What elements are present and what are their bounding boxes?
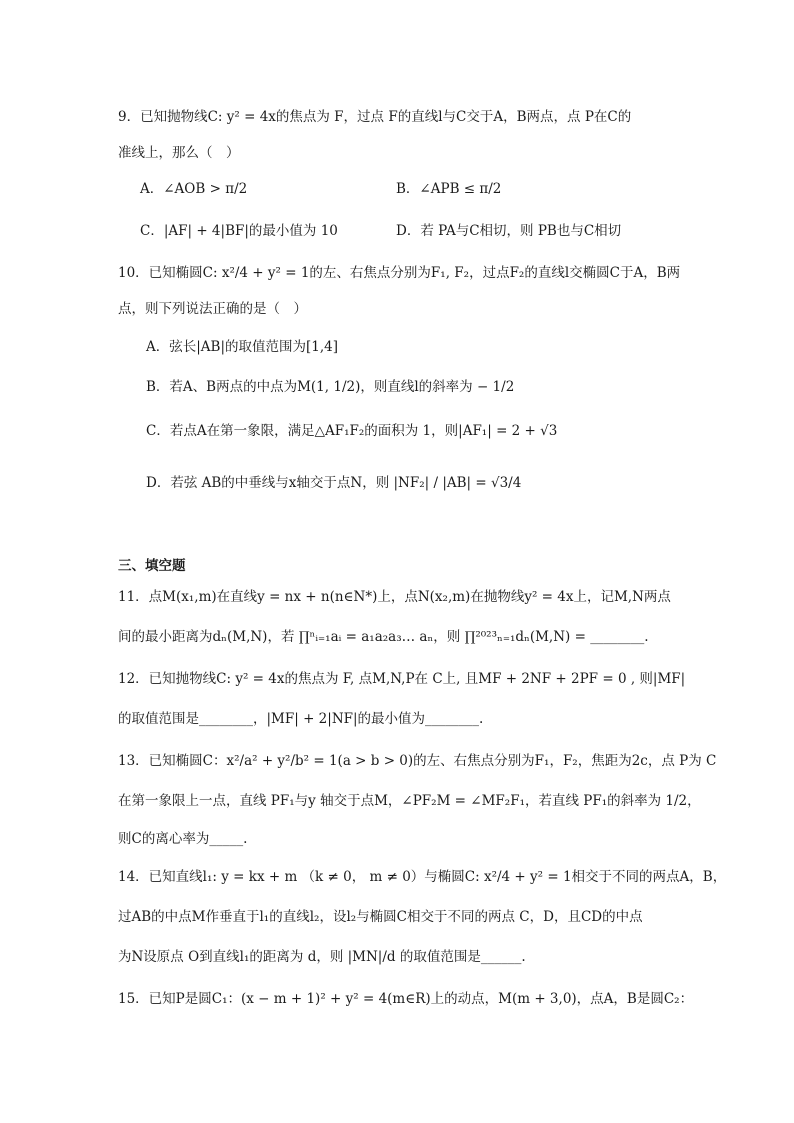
q10-line2: 点，则下列说法正确的是（ ） — [118, 301, 307, 317]
q12-line2: 的取值范围是________，|MF| + 2|NF|的最小值为________. — [118, 711, 484, 727]
q9-line2: 准线上，那么（ ） — [118, 145, 240, 161]
q9-option-a: A．∠AOB > π/2 — [140, 181, 248, 197]
q13-line3: 则C的离心率为_____. — [118, 831, 248, 847]
q13-line2: 在第一象限上一点，直线 PF₁与y 轴交于点M，∠PF₂M = ∠MF₂F₁，若直线 PF₁的斜率为 1/2， — [118, 793, 701, 809]
q9-line1: 9．已知抛物线C: y² = 4x的焦点为 F，过点 F的直线l与C交于A，B两点，点 P在C的 — [118, 109, 632, 125]
q10-option-b: B．若A、B两点的中点为M(1, 1/2)，则直线l的斜率为 − 1/2 — [146, 379, 515, 395]
q10-line1: 10．已知椭圆C: x²/4 + y² = 1的左、右焦点分别为F₁, F₂，过点F₂的直线l交椭圆C于A，B两 — [118, 265, 681, 281]
q9-option-b: B．∠APB ≤ π/2 — [396, 181, 502, 197]
q11-line2: 间的最小距离为dₙ(M,N)，若 ∏ⁿᵢ₌₁aᵢ = a₁a₂a₃… aₙ，则 ∏²⁰²³ₙ₌₁dₙ(M,N) = ________. — [118, 629, 649, 645]
q11-line1: 11．点M(x₁,m)在直线y = nx + n(n∈N*)上，点N(x₂,m)在抛物线y² = 4x上，记M,N两点 — [118, 589, 671, 605]
section-heading: 三、填空题 — [118, 558, 186, 574]
q10-option-d: D．若弦 AB的中垂线与x轴交于点N，则 |NF₂| / |AB| = √3/4 — [146, 475, 522, 491]
q10-option-a: A．弦长|AB|的取值范围为[1,4] — [146, 339, 339, 355]
q13-line1: 13．已知椭圆C：x²/a² + y²/b² = 1(a > b > 0)的左、右焦点分别为F₁，F₂，焦距为2c，点 P为 C — [118, 753, 717, 769]
q12-line1: 12．已知抛物线C: y² = 4x的焦点为 F, 点M,N,P在 C上, 且MF + 2NF + 2PF = 0 , 则|MF| — [118, 671, 686, 687]
q14-line2: 过AB的中点M作垂直于l₁的直线l₂，设l₂与椭圆C相交于不同的两点 C，D，且CD的中点 — [118, 909, 643, 925]
q15-line1: 15．已知P是圆C₁：(x − m + 1)² + y² = 4(m∈R)上的动点，M(m + 3,0)，点A，B是圆C₂： — [118, 991, 694, 1007]
q9-option-c: C．|AF| + 4|BF|的最小值为 10 — [140, 223, 338, 239]
q14-line1: 14．已知直线l₁: y = kx + m （k ≠ 0， m ≠ 0）与椭圆C: x²/4 + y² = 1相交于不同的两点A，B， — [118, 869, 727, 885]
q10-option-c: C．若点A在第一象限，满足△AF₁F₂的面积为 1，则|AF₁| = 2 + √3 — [146, 423, 558, 439]
q14-line3: 为N设原点 O到直线l₁的距离为 d，则 |MN|/d 的取值范围是______. — [118, 949, 526, 965]
q9-option-d: D．若 PA与C相切，则 PB也与C相切 — [396, 223, 622, 239]
